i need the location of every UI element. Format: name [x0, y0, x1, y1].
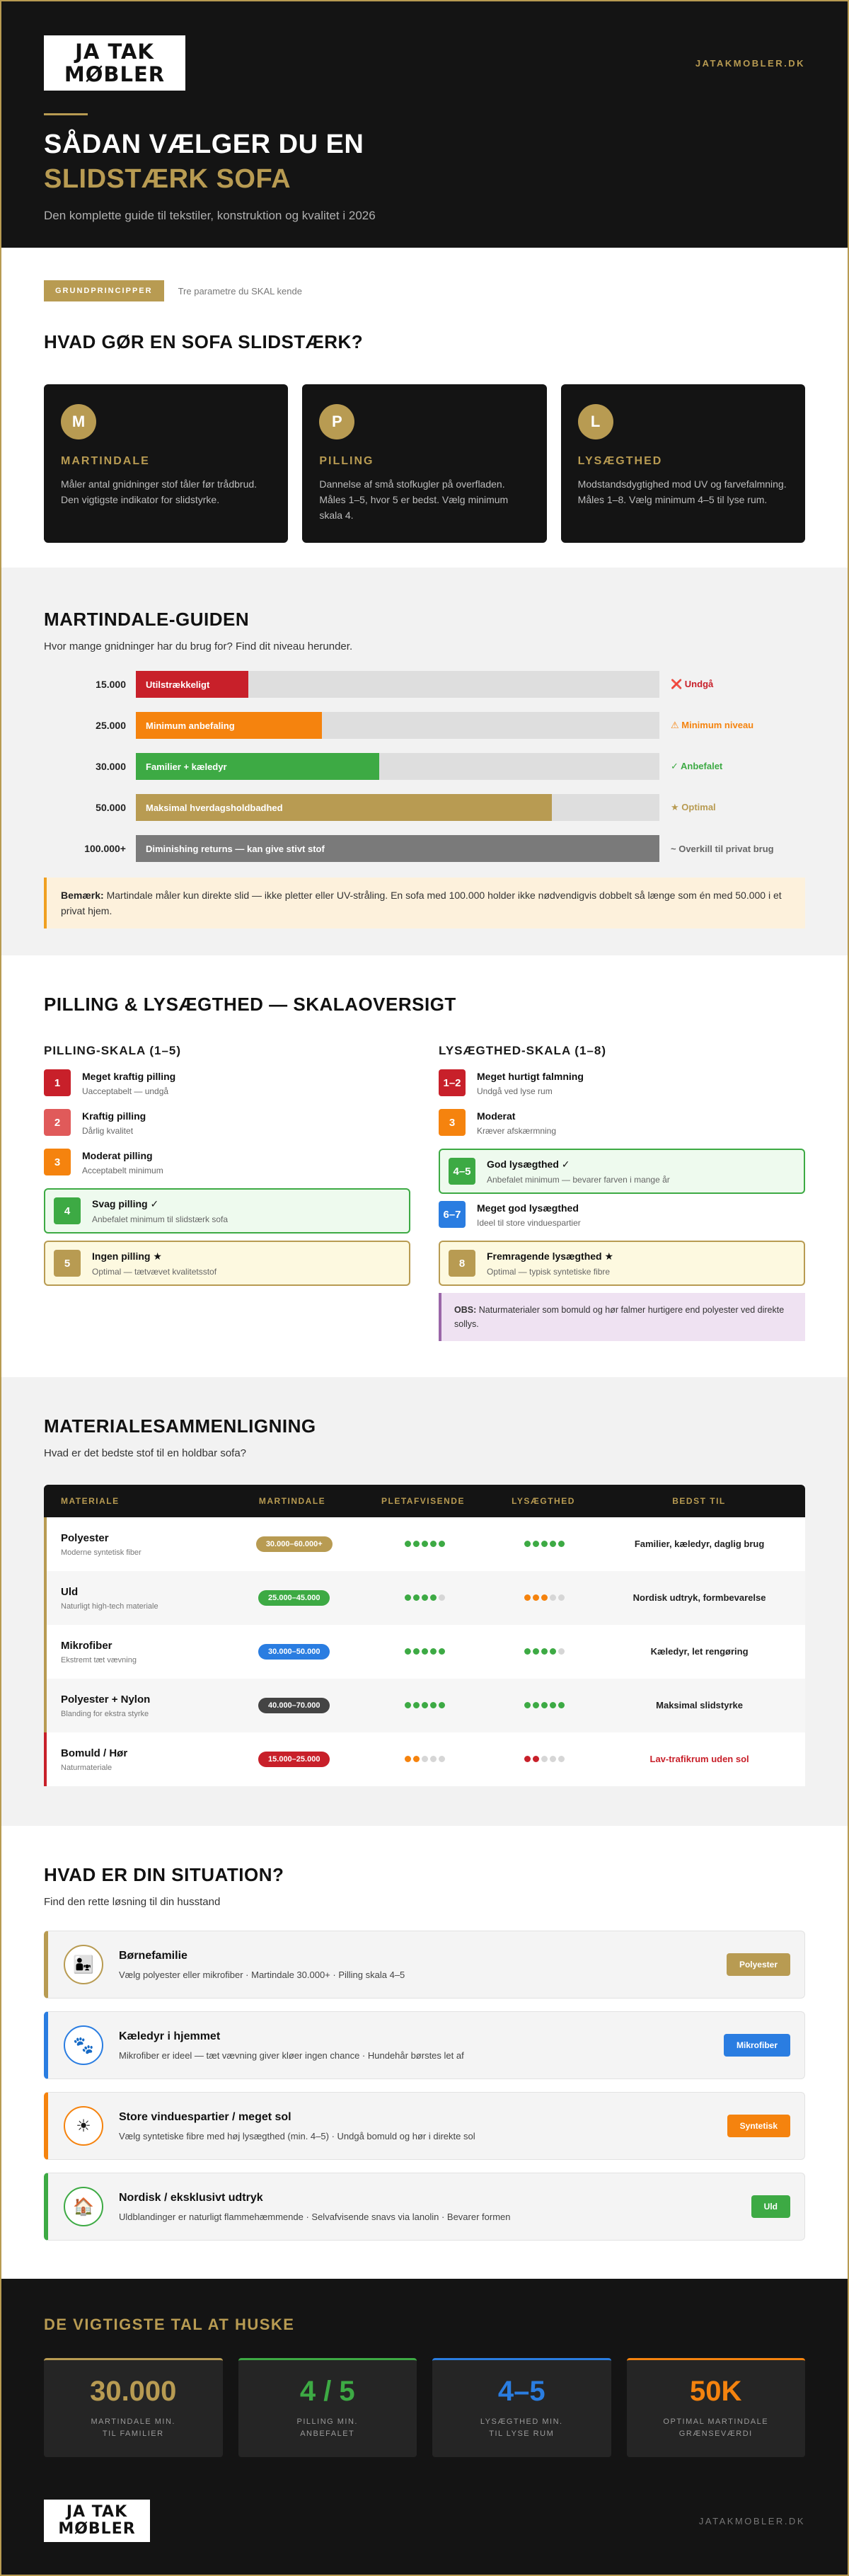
lightfastness-cell [495, 1645, 594, 1658]
bar-fill: Diminishing returns — kan give stivt stof [136, 835, 659, 862]
situation-description: Uldblandinger er naturligt flammehæmmende · Selvafvisende snavs via lanolin · Bevarer formen [119, 2211, 511, 2222]
rating-dot [533, 1541, 539, 1547]
table-row [44, 1732, 805, 1786]
scales-heading: PILLING & LYSÆGTHED — SKALAOVERSIGT [44, 994, 456, 1015]
martindale-bar-list [44, 671, 805, 862]
best-for-cell [594, 1538, 805, 1551]
best-for-cell [594, 1699, 805, 1712]
obs-label: OBS: [454, 1305, 477, 1315]
principles-tag: GRUNDPRINCIPPER [44, 280, 164, 301]
table-row [44, 1517, 805, 1571]
logo-line1: JA TAK [75, 40, 154, 64]
rating-dot [541, 1594, 548, 1601]
bar-value-label: 30.000 [96, 761, 126, 772]
principle-letter-badge: L [578, 404, 613, 439]
material-name: Uld [61, 1585, 79, 1598]
lightfastness-cell [495, 1538, 594, 1551]
scale-title: Kraftig pilling [82, 1110, 146, 1122]
key-numbers-section [1, 2279, 848, 2576]
scale-text [487, 1158, 670, 1185]
bar-fill: Familier + kæledyr [136, 753, 379, 780]
rating-dot [405, 1702, 411, 1708]
page-title-line1: SÅDAN VÆLGER DU EN [44, 130, 364, 159]
scale-number-badge: 3 [439, 1109, 466, 1136]
stain-resistance-cell [354, 1645, 495, 1658]
table-row [44, 1625, 805, 1679]
martindale-range-pill: 30.000–50.000 [258, 1644, 330, 1660]
rating-dot [550, 1648, 556, 1655]
situation-card [44, 1931, 805, 1999]
scale-description: Acceptabelt minimum [82, 1166, 163, 1175]
rating-dot [413, 1756, 420, 1762]
scale-number-badge: 4 [54, 1197, 81, 1224]
lightfastness-cell [495, 1592, 594, 1604]
table-body [44, 1517, 805, 1786]
scale-text [477, 1201, 581, 1228]
rating-dot [541, 1702, 548, 1708]
martindale-bar-row [44, 835, 805, 862]
material-cell [47, 1694, 234, 1718]
bar-track [136, 712, 659, 739]
bar-track [136, 753, 659, 780]
scales-columns [44, 1044, 805, 1341]
rating-dot [430, 1756, 437, 1762]
rating-dot [550, 1594, 556, 1601]
rating-dot [439, 1648, 445, 1655]
footer-logo[interactable] [44, 2500, 150, 2542]
principle-card-martindale [44, 384, 288, 543]
best-for-text: Kæledyr, let rengøring [650, 1646, 749, 1657]
stain-resistance-cell [354, 1753, 495, 1766]
scale-title: God lysægthed ✓ [487, 1158, 570, 1170]
table-header [44, 1485, 805, 1517]
principle-card-lightfastness [561, 384, 805, 543]
rating-dot [430, 1541, 437, 1547]
stain-rating [405, 1594, 445, 1601]
rating-dot [524, 1594, 531, 1601]
rating-dot [541, 1541, 548, 1547]
situation-text [119, 2192, 751, 2222]
best-for-cell [594, 1753, 805, 1766]
martindale-bar-row [44, 712, 805, 739]
material-description: Blanding for ekstra styrke [61, 1709, 149, 1718]
key-number-card [627, 2358, 806, 2457]
pilling-scale-title: PILLING-SKALA (1–5) [44, 1044, 182, 1057]
column-header-stain: PLETAFVISENDE [381, 1496, 465, 1506]
rating-dot [430, 1702, 437, 1708]
bar-value-label: 100.000+ [84, 843, 126, 854]
best-for-text: Maksimal slidstyrke [656, 1700, 743, 1710]
principle-card-title: PILLING [319, 455, 374, 467]
best-for-text: Nordisk udtryk, formbevarelse [633, 1592, 766, 1603]
bar-fill: Utilstrækkeligt [136, 671, 248, 698]
scale-description: Anbefalet minimum — bevarer farven i mange år [487, 1174, 670, 1185]
scale-description: Dårlig kvalitet [82, 1126, 134, 1136]
scale-number-badge: 2 [44, 1109, 71, 1136]
scale-description: Optimal — typisk syntetiske fibre [487, 1266, 611, 1277]
note-text: Martindale måler kun direkte slid — ikke pletter eller UV-stråling. En sofa med 100.000 holder ikke nødvendigvis dobbelt så længe som én med 50.000 i et privat hjem. [61, 890, 782, 916]
lightfastness-rating [524, 1702, 565, 1708]
logo-line2: MØBLER [58, 2520, 136, 2538]
scale-number-badge: 1–2 [439, 1069, 466, 1096]
situation-description: Vælg polyester eller mikrofiber · Martindale 30.000+ · Pilling skala 4–5 [119, 1969, 405, 1980]
material-cell [47, 1586, 234, 1611]
lightfastness-cell [495, 1753, 594, 1766]
footer-domain-link[interactable]: JATAKMOBLER.DK [698, 2515, 805, 2526]
martindale-cell [234, 1752, 354, 1767]
obs-note [439, 1293, 805, 1341]
principles-heading: HVAD GØR EN SOFA SLIDSTÆRK? [44, 331, 364, 352]
situation-heading: HVAD ER DIN SITUATION? [44, 1864, 284, 1885]
rating-dot [422, 1756, 428, 1762]
best-for-text: Lav-trafikrum uden sol [649, 1754, 749, 1764]
stain-resistance-cell [354, 1592, 495, 1604]
material-name: Polyester + Nylon [61, 1693, 151, 1706]
martindale-cell [234, 1644, 354, 1660]
rating-dot [533, 1594, 539, 1601]
rating-dot [439, 1541, 445, 1547]
scale-text [477, 1109, 556, 1136]
martindale-range-pill: 40.000–70.000 [258, 1698, 330, 1713]
rating-dot [413, 1648, 420, 1655]
scale-title: Moderat [477, 1110, 516, 1122]
rating-dot [422, 1594, 428, 1601]
martindale-bar-row [44, 794, 805, 821]
principles-section [1, 248, 848, 568]
rating-dot [558, 1541, 565, 1547]
rating-dot [550, 1541, 556, 1547]
rating-dot [439, 1594, 445, 1601]
key-number-value: 4 / 5 [299, 2376, 355, 2407]
scale-row [44, 1149, 410, 1188]
lightfastness-rating [524, 1648, 565, 1655]
table-row [44, 1679, 805, 1732]
column-header-best-for: BEDST TIL [672, 1496, 726, 1506]
bar-status-label: ❌ Undgå [671, 679, 714, 689]
pilling-scale-list [44, 1069, 410, 1286]
material-cell [47, 1532, 234, 1557]
scale-text [487, 1250, 613, 1277]
hero-header [1, 1, 848, 248]
martindale-cell [234, 1536, 354, 1552]
scale-number-badge: 5 [54, 1250, 81, 1277]
stain-rating [405, 1541, 445, 1547]
scale-number-badge: 4–5 [449, 1158, 475, 1185]
materials-table [44, 1485, 805, 1786]
bar-status-label: ⚠ Minimum niveau [671, 720, 754, 730]
principle-letter-badge: P [319, 404, 354, 439]
scale-row [439, 1149, 805, 1194]
scale-title: Ingen pilling ★ [92, 1250, 162, 1262]
situation-title: Børnefamilie [119, 1949, 187, 1962]
rating-dot [524, 1648, 531, 1655]
rating-dot [413, 1594, 420, 1601]
martindale-range-pill: 25.000–45.000 [258, 1590, 330, 1606]
scale-title: Fremragende lysægthed ★ [487, 1250, 614, 1262]
stain-rating [405, 1756, 445, 1762]
key-number-label: MARTINDALE MIN. TIL FAMILIER [91, 2417, 175, 2438]
scale-text [92, 1250, 216, 1277]
stain-rating [405, 1648, 445, 1655]
rating-dot [533, 1756, 539, 1762]
page-title-line2: SLIDSTÆRK SOFA [44, 164, 291, 194]
bar-track [136, 671, 659, 698]
rating-dot [422, 1702, 428, 1708]
principle-card-title: MARTINDALE [61, 455, 150, 467]
header-domain-link[interactable]: JATAKMOBLER.DK [695, 58, 805, 69]
logo-line1: JA TAK [66, 2503, 128, 2521]
principles-tag-note: Tre parametre du SKAL kende [178, 285, 302, 297]
principle-card-text: Modstandsdygtighed mod UV og farvefalmning. Måles 1–8. Vælg minimum 4–5 til lyse rum. [577, 478, 787, 505]
situation-recommendation-badge[interactable]: Polyester [727, 1953, 790, 1976]
key-number-card [238, 2358, 417, 2457]
key-number-value: 50K [690, 2376, 742, 2407]
rating-dot [524, 1756, 531, 1762]
martindale-subtitle: Hvor mange gnidninger har du brug for? Find dit niveau herunder. [44, 640, 353, 652]
rating-dot [413, 1541, 420, 1547]
key-number-card [432, 2358, 611, 2457]
rating-dot [558, 1594, 565, 1601]
scale-row [439, 1241, 805, 1286]
rating-dot [558, 1702, 565, 1708]
scale-text [92, 1198, 228, 1224]
scale-description: Undgå ved lyse rum [477, 1086, 553, 1096]
rating-dot [405, 1594, 411, 1601]
situation-subtitle: Find den rette løsning til din husstand [44, 1896, 221, 1908]
lightfastness-scale-title: LYSÆGTHED-SKALA (1–8) [439, 1044, 606, 1057]
principle-card-title: LYSÆGTHED [577, 455, 663, 467]
family-icon: 👨‍👧 [64, 1945, 103, 1984]
key-number-card [44, 2358, 223, 2457]
column-header-lightfastness: LYSÆGTHED [512, 1496, 575, 1506]
lightfastness-rating [524, 1594, 565, 1601]
scale-description: Optimal — tætvævet kvalitetsstof [92, 1266, 217, 1277]
scale-row [44, 1069, 410, 1109]
column-header-martindale: MARTINDALE [258, 1496, 326, 1506]
lightfastness-rating [524, 1541, 565, 1547]
materials-subtitle: Hvad er det bedste stof til en holdbar sofa? [44, 1447, 247, 1459]
bar-value-label: 50.000 [96, 802, 126, 813]
situation-title: Store vinduespartier / meget sol [119, 2110, 291, 2123]
situation-text [119, 2111, 727, 2141]
lightfastness-cell [495, 1699, 594, 1712]
scale-number-badge: 6–7 [439, 1201, 466, 1228]
scale-title: Meget hurtigt falmning [477, 1071, 584, 1082]
material-cell [47, 1747, 234, 1772]
obs-text: Naturmaterialer som bomuld og hør falmer hurtigere end polyester ved direkte sollys. [454, 1305, 785, 1329]
page-subtitle: Den komplette guide til tekstiler, konstruktion og kvalitet i 2026 [44, 209, 376, 222]
key-number-label: OPTIMAL MARTINDALE GRÆNSEVÆRDI [663, 2417, 769, 2438]
key-number-label: PILLING MIN. ANBEFALET [296, 2417, 358, 2438]
material-name: Polyester [61, 1531, 109, 1544]
scale-text [477, 1069, 584, 1096]
material-name: Mikrofiber [61, 1639, 112, 1652]
scale-description: Ideel til store vinduespartier [477, 1218, 581, 1228]
key-numbers-heading: DE VIGTIGSTE TAL AT HUSKE [44, 2316, 295, 2333]
rating-dot [439, 1702, 445, 1708]
lightfastness-rating [524, 1756, 565, 1762]
best-for-cell [594, 1592, 805, 1604]
principle-card-text: Måler antal gnidninger stof tåler før trådbrud. Den vigtigste indikator for slidstyrke. [61, 478, 258, 505]
rating-dot [430, 1594, 437, 1601]
gold-divider [44, 113, 88, 115]
scale-description: Kræver afskærmning [477, 1126, 557, 1136]
material-description: Naturligt high-tech materiale [61, 1602, 158, 1611]
principles-tag-row [44, 280, 805, 301]
martindale-range-pill: 30.000–60.000+ [256, 1536, 333, 1552]
material-description: Moderne syntetisk fiber [61, 1548, 142, 1557]
stain-resistance-cell [354, 1538, 495, 1551]
stain-rating [405, 1702, 445, 1708]
principle-card-pilling [302, 384, 546, 543]
logo-line2: MØBLER [64, 62, 166, 86]
martindale-heading: MARTINDALE-GUIDEN [44, 609, 250, 630]
martindale-range-pill: 15.000–25.000 [258, 1752, 330, 1767]
rating-dot [558, 1756, 565, 1762]
scales-section [1, 955, 848, 1377]
sun-icon: ☀ [64, 2106, 103, 2146]
martindale-cell [234, 1590, 354, 1606]
rating-dot [533, 1648, 539, 1655]
rating-dot [550, 1756, 556, 1762]
rating-dot [439, 1756, 445, 1762]
situation-description: Vælg syntetiske fibre med høj lysægthed (min. 4–5) · Undgå bomuld og hør i direkte sol [119, 2130, 475, 2141]
scale-title: Svag pilling ✓ [92, 1197, 159, 1209]
scale-row [44, 1109, 410, 1149]
situation-section [1, 1826, 848, 2279]
rating-dot [405, 1648, 411, 1655]
bar-track [136, 835, 659, 862]
scale-number-badge: 8 [449, 1250, 475, 1277]
rating-dot [541, 1648, 548, 1655]
martindale-bar-row [44, 671, 805, 698]
martindale-section [1, 568, 848, 955]
scale-number-badge: 3 [44, 1149, 71, 1175]
scale-title: Moderat pilling [82, 1150, 153, 1161]
situation-recommendation-badge[interactable]: Mikrofiber [724, 2034, 790, 2057]
bar-status-label: ~ Overkill til privat brug [671, 843, 774, 854]
rating-dot [550, 1702, 556, 1708]
bar-status-label: ✓ Anbefalet [671, 761, 723, 771]
rating-dot [524, 1702, 531, 1708]
situation-title: Kæledyr i hjemmet [119, 2030, 221, 2042]
bar-track [136, 794, 659, 821]
key-number-value: 4–5 [497, 2376, 545, 2407]
scale-text [82, 1069, 175, 1096]
martindale-note [44, 878, 805, 928]
principle-letter-badge: M [61, 404, 96, 439]
key-number-value: 30.000 [90, 2376, 177, 2407]
rating-dot [533, 1702, 539, 1708]
scale-row [44, 1188, 410, 1234]
rating-dot [430, 1648, 437, 1655]
stain-resistance-cell [354, 1699, 495, 1712]
rating-dot [422, 1541, 428, 1547]
martindale-bar-row [44, 753, 805, 780]
scale-row [44, 1241, 410, 1286]
scale-number-badge: 1 [44, 1069, 71, 1096]
situation-recommendation-badge[interactable]: Uld [751, 2195, 790, 2218]
material-cell [47, 1640, 234, 1664]
rating-dot [558, 1648, 565, 1655]
column-header-material: MATERIALE [61, 1496, 120, 1506]
scale-text [82, 1109, 146, 1136]
footer [44, 2500, 805, 2542]
scale-text [82, 1149, 163, 1175]
scale-row [439, 1069, 805, 1109]
situation-title: Nordisk / eksklusivt udtryk [119, 2191, 263, 2204]
situation-card [44, 2092, 805, 2160]
scale-row [439, 1201, 805, 1241]
martindale-cell [234, 1698, 354, 1713]
situation-text [119, 1950, 727, 1980]
situation-text [119, 2030, 724, 2061]
situation-description: Mikrofiber er ideel — tæt vævning giver kløer ingen chance · Hundehår børstes let af [119, 2049, 464, 2061]
table-row [44, 1571, 805, 1625]
material-name: Bomuld / Hør [61, 1747, 128, 1759]
materials-section [1, 1377, 848, 1826]
rating-dot [405, 1756, 411, 1762]
bar-fill: Maksimal hverdagsholdbadhed [136, 794, 552, 821]
principle-card-text: Dannelse af små stofkugler på overfladen. Måles 1–5, hvor 5 er bedst. Vælg minimum skala 4. [319, 478, 509, 521]
paw-icon: 🐾 [64, 2025, 103, 2065]
materials-heading: MATERIALESAMMENLIGNING [44, 1415, 316, 1437]
principle-cards [44, 384, 805, 543]
situation-card [44, 2173, 805, 2241]
material-description: Ekstremt tæt vævning [61, 1655, 137, 1664]
situation-recommendation-badge[interactable]: Syntetisk [727, 2115, 790, 2137]
lightfastness-scale-column [439, 1044, 805, 1341]
scale-description: Anbefalet minimum til slidstærk sofa [92, 1214, 229, 1224]
scale-row [439, 1109, 805, 1149]
rating-dot [405, 1541, 411, 1547]
material-description: Naturmateriale [61, 1763, 112, 1772]
rating-dot [413, 1702, 420, 1708]
best-for-cell [594, 1645, 805, 1658]
key-numbers-list [44, 2358, 805, 2457]
rating-dot [541, 1756, 548, 1762]
best-for-text: Familier, kæledyr, daglig brug [634, 1539, 765, 1549]
note-label: Bemærk: [61, 890, 104, 901]
house-icon: 🏠 [64, 2187, 103, 2226]
bar-value-label: 15.000 [96, 679, 126, 690]
situation-list [44, 1931, 805, 2241]
scale-title: Meget kraftig pilling [82, 1071, 176, 1082]
key-number-label: LYSÆGTHED MIN. TIL LYSE RUM [480, 2417, 563, 2438]
bar-status-label: ★ Optimal [671, 802, 716, 812]
bar-value-label: 25.000 [96, 720, 126, 731]
lightfastness-scale-list [439, 1069, 805, 1286]
rating-dot [524, 1541, 531, 1547]
scale-description: Uacceptabelt — undgå [82, 1086, 169, 1096]
bar-fill: Minimum anbefaling [136, 712, 322, 739]
rating-dot [422, 1648, 428, 1655]
logo[interactable] [44, 35, 185, 91]
situation-card [44, 2011, 805, 2079]
pilling-scale-column [44, 1044, 410, 1341]
scale-title: Meget god lysægthed [477, 1202, 579, 1214]
